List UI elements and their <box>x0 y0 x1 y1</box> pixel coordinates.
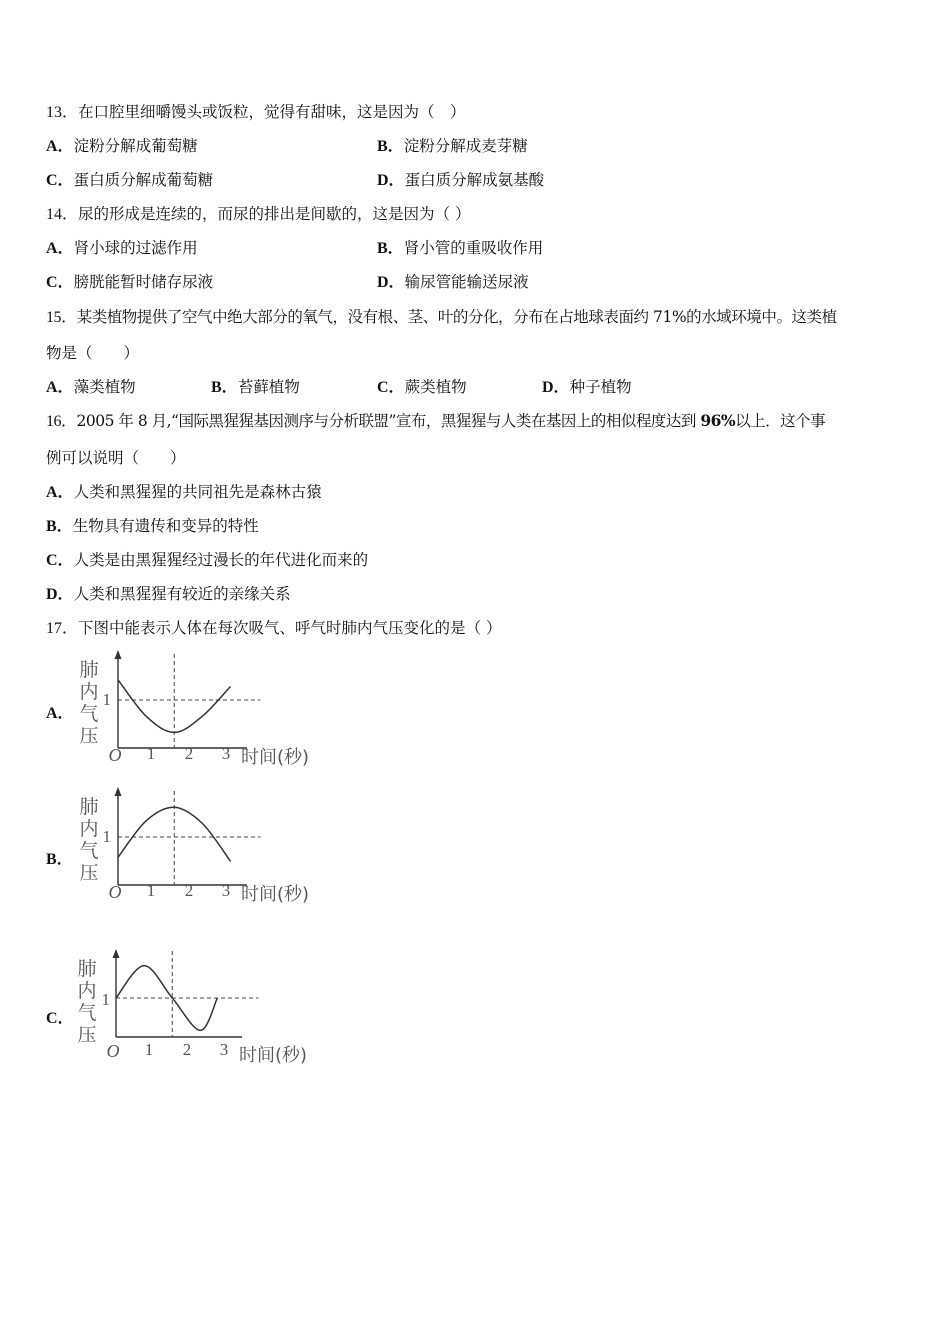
x-axis-label: 时间(秒) <box>241 884 310 905</box>
graph-c[interactable] <box>72 945 332 1073</box>
q17-stem-text: 下图中能表示人体在每次吸气、呼气时肺内气压变化的是（ ） <box>78 619 502 637</box>
q16-option-c[interactable]: C．人类是由黑猩猩经过漫长的年代进化而来的 <box>46 551 369 569</box>
q13-number: 13． <box>46 104 79 121</box>
y-tick-label: 1 <box>102 827 111 846</box>
x-tick-label: 2 <box>184 881 194 900</box>
y-axis-arrow <box>113 949 120 958</box>
ylabel-char: 内 <box>79 818 99 840</box>
q14-option-a[interactable]: A．肾小球的过滤作用 <box>46 239 198 257</box>
x-tick-label: 2 <box>184 744 194 763</box>
q16-stem-pre: 2005 年 8 月,“国际黑猩猩基因测序与分析联盟”宣布，黑猩猩与人类在基因上的相似程度达到 <box>76 412 701 430</box>
q13-option-c[interactable]: C．蛋白质分解成葡萄糖 <box>46 171 214 189</box>
q16-option-a[interactable]: A．人类和黑猩猩的共同祖先是森林古猿 <box>46 483 322 501</box>
graph-a[interactable] <box>74 648 334 776</box>
q15-option-a[interactable]: A．藻类植物 <box>46 378 136 396</box>
x-tick-label: 3 <box>221 881 231 900</box>
q14-stem-text: 尿的形成是连续的，而尿的排出是间歇的，这是因为（ ） <box>78 205 471 223</box>
x-tick-label: 1 <box>146 881 156 900</box>
graph-b[interactable] <box>74 785 334 913</box>
q17-option-c[interactable]: C． <box>46 1010 74 1027</box>
ylabel-char: 肺 <box>79 659 99 681</box>
q16-stem-line2: 例可以说明（ ） <box>46 449 186 467</box>
q15-stem-line1 <box>46 307 837 328</box>
x-tick-label: 3 <box>221 744 231 763</box>
q16-number: 16． <box>46 413 77 430</box>
x-axis-label: 时间(秒) <box>239 1045 308 1066</box>
ylabel-char: 气 <box>79 703 99 725</box>
q15-option-d[interactable]: D．种子植物 <box>542 378 632 396</box>
q15-option-b[interactable]: B．苔藓植物 <box>211 378 300 396</box>
q14-option-b[interactable]: B．肾小管的重吸收作用 <box>377 239 544 257</box>
q16-option-b[interactable]: B．生物具有遗传和变异的特性 <box>46 517 259 535</box>
origin-label: O <box>108 745 122 765</box>
y-tick-label: 1 <box>102 690 111 709</box>
q16-percentage: 96% <box>700 411 736 430</box>
q16-option-d[interactable]: D．人类和黑猩猩有较近的亲缘关系 <box>46 585 291 603</box>
q17-number: 17． <box>46 620 79 637</box>
q13-stem <box>46 102 466 123</box>
x-axis-label: 时间(秒) <box>241 747 310 768</box>
origin-label: O <box>108 882 122 902</box>
q16-stem-line1 <box>46 411 825 432</box>
x-tick-label: 1 <box>146 744 156 763</box>
q13-option-b[interactable]: B．淀粉分解成麦芽糖 <box>377 137 528 155</box>
q17-option-a[interactable]: A． <box>46 705 74 722</box>
q14-option-d[interactable]: D．输尿管能输送尿液 <box>377 273 529 291</box>
ylabel-char: 肺 <box>79 796 99 818</box>
ylabel-char: 气 <box>77 1002 97 1024</box>
q15-stem-line2: 物是（ ） <box>46 344 140 362</box>
ylabel-char: 肺 <box>77 958 97 980</box>
q15-option-c[interactable]: C．蕨类植物 <box>377 378 467 396</box>
q15-number: 15． <box>46 309 77 326</box>
q13-option-a[interactable]: A．淀粉分解成葡萄糖 <box>46 137 198 155</box>
q14-option-c[interactable]: C．膀胱能暂时储存尿液 <box>46 273 214 291</box>
q13-stem-text: 在口腔里细嚼馒头或饭粒，觉得有甜味，这是因为（ ） <box>78 103 466 121</box>
y-axis-arrow <box>115 787 122 796</box>
ylabel-char: 内 <box>77 980 97 1002</box>
q16-stem-post: 以上．这个事 <box>735 412 826 430</box>
ylabel-char: 压 <box>79 725 99 747</box>
ylabel-char: 压 <box>77 1024 97 1046</box>
q15-stem-text: 某类植物提供了空气中绝大部分的氧气，没有根、茎、叶的分化，分布在占地球表面约 71%的水域环境中。这类植 <box>76 308 837 326</box>
ylabel-char: 内 <box>79 681 99 703</box>
q14-stem <box>46 204 470 225</box>
q17-option-b[interactable]: B． <box>46 851 73 868</box>
q13-option-d[interactable]: D．蛋白质分解成氨基酸 <box>377 171 545 189</box>
ylabel-char: 压 <box>79 862 99 884</box>
q14-number: 14． <box>46 206 79 223</box>
ylabel-char: 气 <box>79 840 99 862</box>
x-tick-label: 2 <box>182 1040 192 1059</box>
y-tick-label: 1 <box>101 990 110 1009</box>
x-tick-label: 1 <box>144 1040 154 1059</box>
origin-label: O <box>106 1041 120 1061</box>
x-tick-label: 3 <box>219 1040 229 1059</box>
y-axis-arrow <box>115 650 122 659</box>
q17-stem <box>46 618 501 639</box>
